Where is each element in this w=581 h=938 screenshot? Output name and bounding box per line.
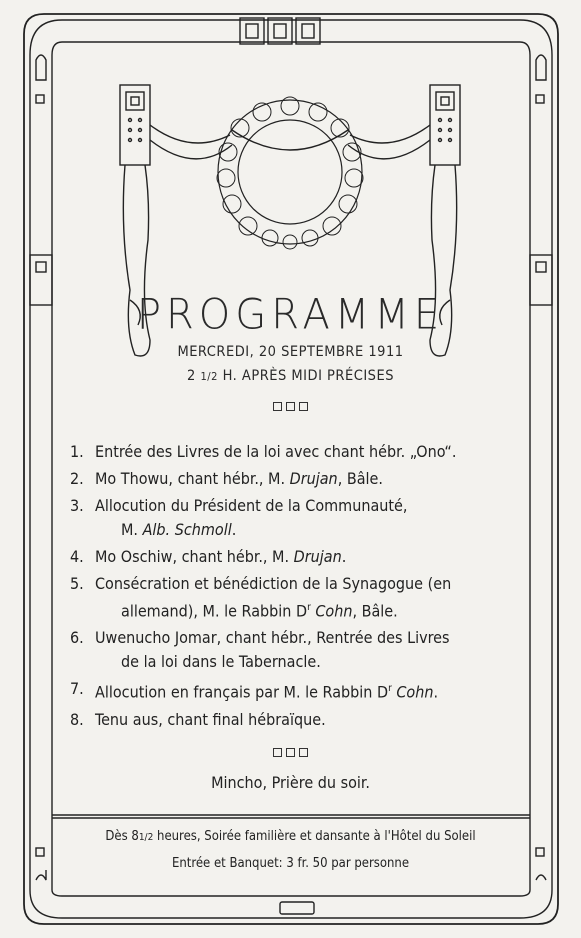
item-text-part: Uwenucho Jomar	[95, 628, 217, 648]
item-text-part: Entrée des Livres de la loi avec chant hébr. „Ono“.	[95, 442, 457, 461]
program-list	[70, 440, 540, 735]
item-text	[95, 467, 540, 491]
item-text-part: Consécration et bénédiction de la Synagogue (en	[95, 574, 452, 593]
item-text-part: allemand), M. le Rabbin D	[121, 601, 308, 621]
time-number: 2	[187, 368, 196, 384]
item-text	[95, 440, 540, 464]
item-number: 6.	[70, 628, 84, 648]
item-number: 5.	[70, 574, 84, 593]
item-text-part: , chant hébr., M.	[172, 547, 294, 566]
footer-fraction: 1/2	[138, 832, 154, 843]
item-text-part: Cohn	[315, 601, 353, 621]
item-text-part: M.	[121, 520, 143, 539]
item-text-part: r	[388, 683, 392, 695]
item-number: 2.	[70, 469, 84, 488]
program-item	[70, 440, 540, 464]
time-line	[0, 368, 581, 384]
footer-line-2: Entrée et Banquet: 3 fr. 50 par personne	[171, 856, 410, 871]
divider-ornament-top	[0, 402, 581, 414]
item-text-part: , chant final hébraïque.	[158, 709, 326, 729]
item-text-part: .	[433, 682, 439, 702]
program-item	[70, 626, 540, 674]
footer-pre: Dès 8	[105, 829, 139, 844]
item-text	[95, 677, 540, 704]
footer-post: heures, Soirée familière et dansante à l'Hôtel du Soleil	[153, 829, 476, 844]
item-text-part: Drujan	[289, 469, 338, 488]
item-number: 8.	[70, 709, 84, 729]
item-text-part: Tenu aus	[95, 709, 159, 729]
date-line: MERCREDI, 20 SEPTEMBRE 1911	[177, 344, 404, 360]
item-text-part: de la loi dans le Tabernacle.	[121, 652, 321, 672]
item-text-continued	[95, 650, 540, 674]
time-fraction: 1/2	[200, 370, 218, 383]
program-item	[70, 708, 540, 732]
footer-line-1	[0, 829, 581, 844]
item-text-part: Allocution en français par M. le Rabbin D	[95, 682, 389, 702]
program-item	[70, 572, 540, 623]
program-item	[70, 467, 540, 491]
item-text	[95, 626, 540, 650]
item-text-part: Cohn	[396, 682, 434, 702]
item-number: 3.	[70, 496, 84, 515]
time-rest: H. APRÈS MIDI PRÉCISES	[222, 368, 394, 384]
item-text-part: Mo Oschiw	[95, 547, 173, 566]
item-number: 7.	[70, 679, 84, 699]
item-text-part: .	[231, 520, 237, 539]
item-text-part: Drujan	[293, 547, 342, 566]
item-text-part: , Bâle.	[352, 601, 398, 621]
item-text-part: Alb. Schmoll	[142, 520, 232, 539]
item-text-part: Mo Thowu	[95, 469, 169, 488]
page-title: PROGRAMME	[136, 290, 445, 340]
item-text-part: , Bâle.	[337, 469, 383, 488]
item-text-part: , chant hébr., M.	[168, 469, 290, 488]
item-text-continued	[95, 596, 540, 623]
closing-line: Mincho, Prière du soir.	[211, 773, 370, 792]
item-text-part: Allocution du Président de la Communauté,	[95, 496, 408, 515]
item-number: 1.	[70, 442, 84, 461]
program-item	[70, 494, 540, 542]
item-text-continued	[95, 518, 540, 542]
item-text	[95, 494, 540, 518]
program-item	[70, 677, 540, 704]
item-text	[95, 545, 540, 569]
divider-ornament-bottom	[0, 748, 581, 760]
program-item	[70, 545, 540, 569]
item-text	[95, 572, 540, 596]
item-text-part: , chant hébr., Rentrée des Livres	[216, 628, 450, 648]
item-text-part: .	[341, 547, 347, 566]
item-text	[95, 708, 540, 732]
item-text-part: r	[307, 602, 311, 613]
item-number: 4.	[70, 547, 84, 566]
